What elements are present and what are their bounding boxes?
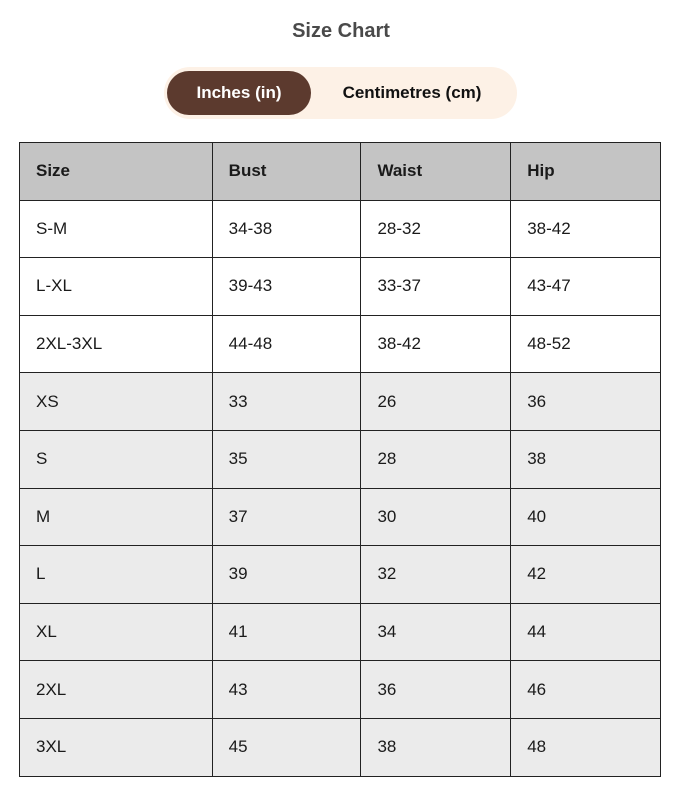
cell-waist: 28: [361, 430, 511, 488]
table-row: [20, 661, 661, 719]
table-row: [20, 373, 661, 431]
cell-hip: 46: [511, 661, 661, 719]
cell-waist: 26: [361, 373, 511, 431]
cell-waist: 30: [361, 488, 511, 546]
cell-size: XS: [20, 373, 213, 431]
cell-waist: 28-32: [361, 200, 511, 258]
cell-size: 2XL: [20, 661, 213, 719]
table-row: [20, 315, 661, 373]
table-row: [20, 200, 661, 258]
cell-hip: 43-47: [511, 258, 661, 316]
table-row: [20, 603, 661, 661]
cell-bust: 44-48: [212, 315, 361, 373]
header-size: Size: [20, 143, 213, 201]
cell-waist: 38: [361, 718, 511, 776]
unit-toggle: [164, 67, 517, 119]
cell-hip: 44: [511, 603, 661, 661]
page-title: Size Chart: [292, 20, 390, 42]
cell-hip: 48: [511, 718, 661, 776]
cell-hip: 38: [511, 430, 661, 488]
cell-bust: 39: [212, 546, 361, 604]
cell-bust: 39-43: [212, 258, 361, 316]
cell-waist: 34: [361, 603, 511, 661]
cell-size: L-XL: [20, 258, 213, 316]
centimetres-toggle-button[interactable]: Centimetres (cm): [342, 83, 482, 102]
cell-size: L: [20, 546, 213, 604]
inches-toggle-button[interactable]: Inches (in): [167, 71, 311, 115]
table-row: [20, 430, 661, 488]
cell-hip: 36: [511, 373, 661, 431]
cell-size: M: [20, 488, 213, 546]
cell-size: 2XL-3XL: [20, 315, 213, 373]
cell-hip: 38-42: [511, 200, 661, 258]
cell-hip: 40: [511, 488, 661, 546]
cell-bust: 34-38: [212, 200, 361, 258]
size-chart-table: [19, 142, 661, 777]
table-body: [20, 200, 661, 776]
cell-bust: 43: [212, 661, 361, 719]
header-waist: Waist: [361, 143, 511, 201]
cell-size: S-M: [20, 200, 213, 258]
cell-bust: 41: [212, 603, 361, 661]
cell-hip: 42: [511, 546, 661, 604]
table-row: [20, 546, 661, 604]
cell-size: XL: [20, 603, 213, 661]
cell-size: 3XL: [20, 718, 213, 776]
table-header-row: [20, 143, 661, 201]
header-bust: Bust: [212, 143, 361, 201]
cell-waist: 33-37: [361, 258, 511, 316]
cell-waist: 32: [361, 546, 511, 604]
cell-hip: 48-52: [511, 315, 661, 373]
header-hip: Hip: [511, 143, 661, 201]
table-row: [20, 258, 661, 316]
table-row: [20, 718, 661, 776]
cell-bust: 37: [212, 488, 361, 546]
table-row: [20, 488, 661, 546]
cell-waist: 36: [361, 661, 511, 719]
cell-waist: 38-42: [361, 315, 511, 373]
cell-bust: 45: [212, 718, 361, 776]
cell-bust: 33: [212, 373, 361, 431]
cell-bust: 35: [212, 430, 361, 488]
cell-size: S: [20, 430, 213, 488]
